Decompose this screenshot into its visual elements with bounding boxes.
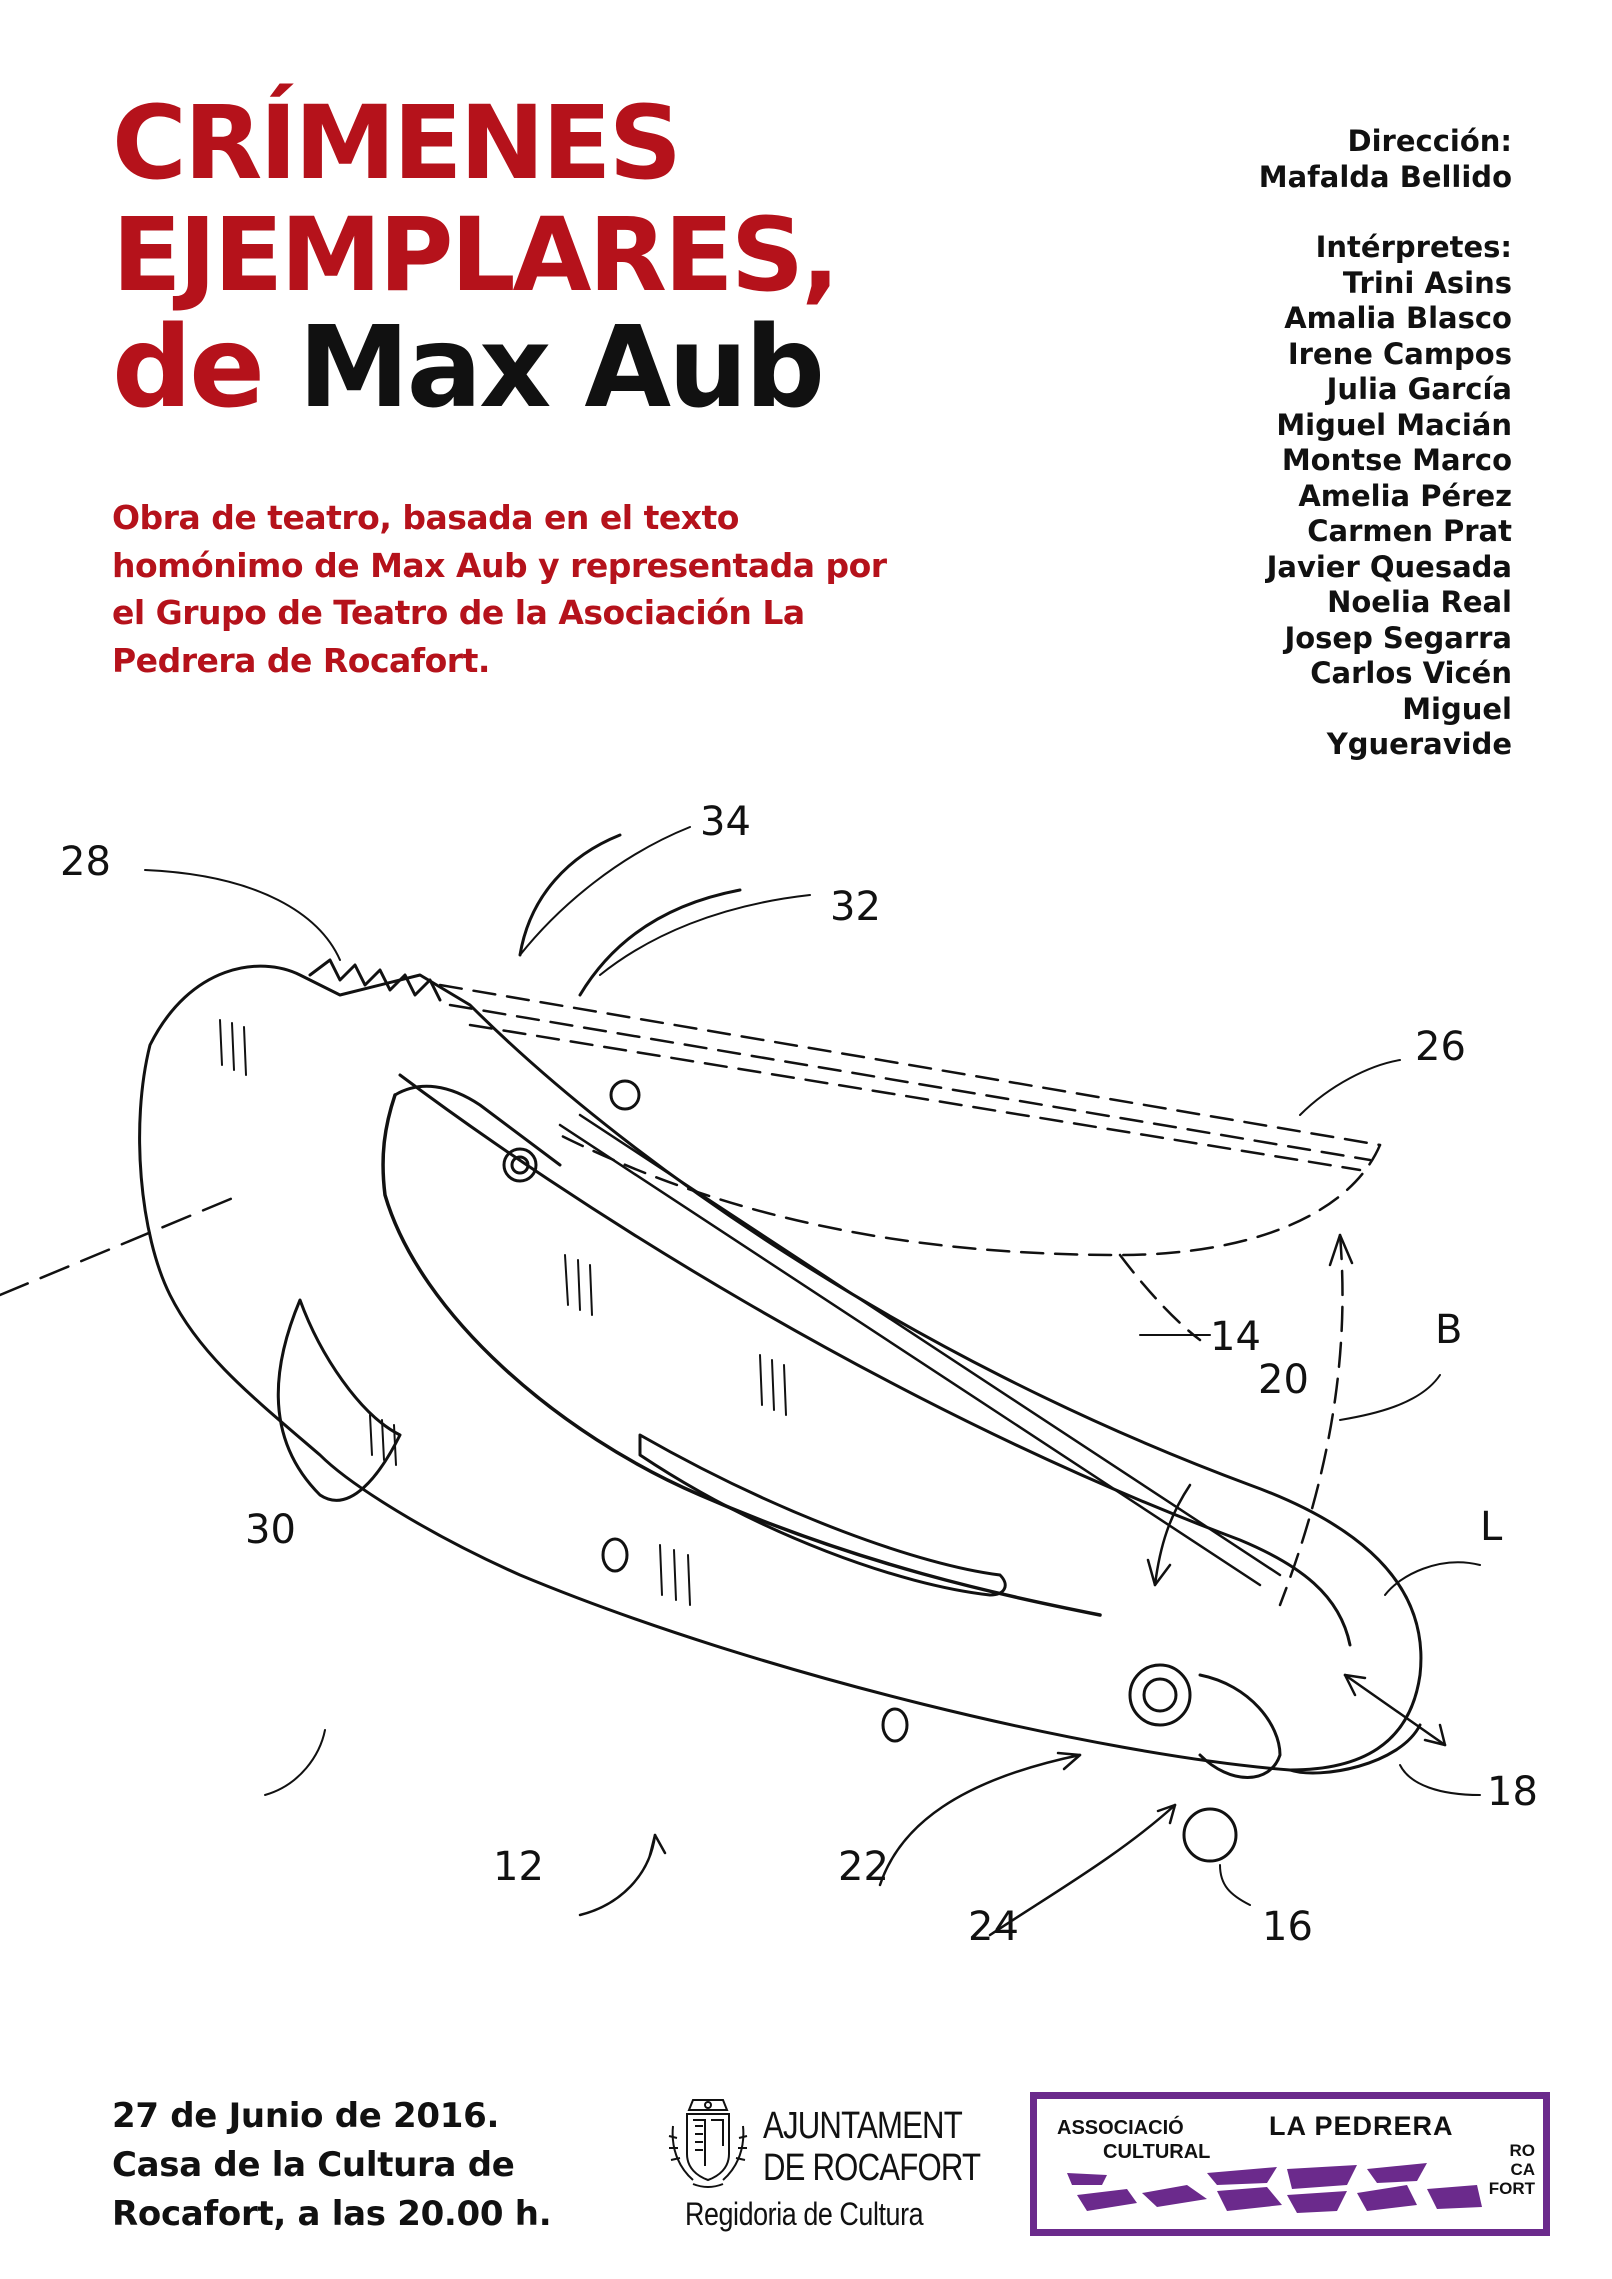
- performer-name: Noelia Real: [1327, 585, 1512, 619]
- title-line-3: [112, 303, 837, 433]
- label-B: B: [1435, 1307, 1463, 1353]
- label-32: 32: [830, 884, 881, 930]
- label-20: 20: [1258, 1357, 1309, 1403]
- pedrera-roc-1: RO: [1509, 2141, 1535, 2160]
- pedrera-name: LA PEDRERA: [1269, 2111, 1454, 2141]
- axis-line: [0, 1195, 240, 1295]
- blade-dashed: [440, 985, 1380, 1340]
- title-line-2: EJEMPLARES,: [112, 196, 837, 315]
- finger-slot: [640, 1435, 1005, 1595]
- handle-slab-top: [395, 1086, 560, 1165]
- blade-serration: [310, 960, 440, 1000]
- pedrera-assoc-2: CULTURAL: [1103, 2141, 1211, 2163]
- performer-name: Irene Campos: [1287, 336, 1512, 371]
- handle-outline: [140, 966, 1421, 1770]
- pivot-screw: [611, 1081, 639, 1109]
- title-line-1: CRÍMENES: [112, 84, 680, 203]
- pivot-screw: [504, 1149, 536, 1181]
- label-30: 30: [245, 1507, 296, 1553]
- ajuntament-line-2: DE ROCAFORT: [763, 2147, 981, 2189]
- description-line: homónimo de Max Aub y representada por: [112, 545, 887, 585]
- event-venue-time: Rocafort, a las 20.00 h.: [112, 2194, 552, 2234]
- label-26: 26: [1415, 1024, 1466, 1070]
- pedrera-roc-3: FORT: [1488, 2179, 1535, 2198]
- knife-patent-drawing: [0, 795, 1612, 2005]
- performer-name: Ygueravide: [1326, 727, 1512, 761]
- label-24: 24: [968, 1904, 1019, 1950]
- town-crest-icon: [663, 2096, 753, 2192]
- description-line: el Grupo de Teatro de la Asociación La: [112, 593, 805, 632]
- label-16: 16: [1262, 1904, 1313, 1950]
- performer-name: Carmen Prat: [1307, 514, 1512, 548]
- stone-blocks-icon: [1067, 2155, 1497, 2225]
- label-22: 22: [838, 1844, 889, 1890]
- performer-name: Josep Segarra: [1284, 620, 1512, 655]
- performer-name: Montse Marco: [1281, 443, 1512, 477]
- label-12: 12: [493, 1844, 544, 1890]
- description-line: Pedrera de Rocafort.: [112, 640, 490, 680]
- label-L: L: [1480, 1504, 1503, 1550]
- ajuntament-logo: [655, 2092, 981, 2242]
- poster-title: [112, 84, 837, 433]
- handle-slab: [383, 1095, 1100, 1615]
- pivot-washer: [1184, 1809, 1236, 1861]
- description-line: Obra de teatro, basada en el texto: [112, 498, 739, 537]
- label-34: 34: [700, 799, 751, 845]
- performer-name: Carlos Vicén: [1310, 656, 1512, 690]
- event-venue: Casa de la Cultura de: [112, 2145, 515, 2185]
- performer-name: Trini Asins: [1342, 265, 1512, 300]
- label-18: 18: [1487, 1769, 1538, 1815]
- performer-name: Miguel: [1402, 691, 1512, 726]
- play-description: [112, 494, 972, 684]
- reference-numerals: [60, 799, 1538, 1950]
- flipper-arc-2: [580, 890, 740, 995]
- performer-name: Amalia Blasco: [1284, 301, 1512, 335]
- performer-name: Julia García: [1326, 372, 1512, 406]
- credits-spacer: [1259, 195, 1512, 230]
- credits-block: [1259, 124, 1512, 763]
- label-28: 28: [60, 839, 111, 885]
- performer-name: Javier Quesada: [1266, 549, 1512, 584]
- handle-hole: [603, 1539, 627, 1571]
- pedrera-roc-2: CA: [1510, 2160, 1535, 2179]
- title-author: Max Aub: [298, 303, 822, 433]
- direction-label: Dirección:: [1347, 124, 1512, 158]
- pedrera-assoc-1: ASSOCIACIÓ: [1057, 2117, 1184, 2139]
- pivot-bolt: [1130, 1665, 1190, 1725]
- ajuntament-line-1: AJUNTAMENT: [763, 2105, 962, 2147]
- pivot-bolt-inner: [1144, 1679, 1176, 1711]
- blade-edge-line: [580, 1115, 1280, 1575]
- event-info: [112, 2092, 551, 2239]
- pedrera-logo: [1030, 2092, 1550, 2236]
- label-14: 14: [1210, 1314, 1261, 1360]
- handle-hole: [883, 1709, 907, 1741]
- performers-label: Intérpretes:: [1315, 230, 1512, 264]
- ajuntament-line-3: Regidoria de Cultura: [685, 2196, 924, 2232]
- performer-name: Miguel Macián: [1276, 407, 1512, 442]
- title-prefix: de: [112, 303, 263, 433]
- performer-name: Amelia Pérez: [1298, 478, 1512, 513]
- director-name: Mafalda Bellido: [1258, 159, 1512, 194]
- blade-edge-line: [560, 1125, 1260, 1585]
- event-date: 27 de Junio de 2016.: [112, 2096, 500, 2136]
